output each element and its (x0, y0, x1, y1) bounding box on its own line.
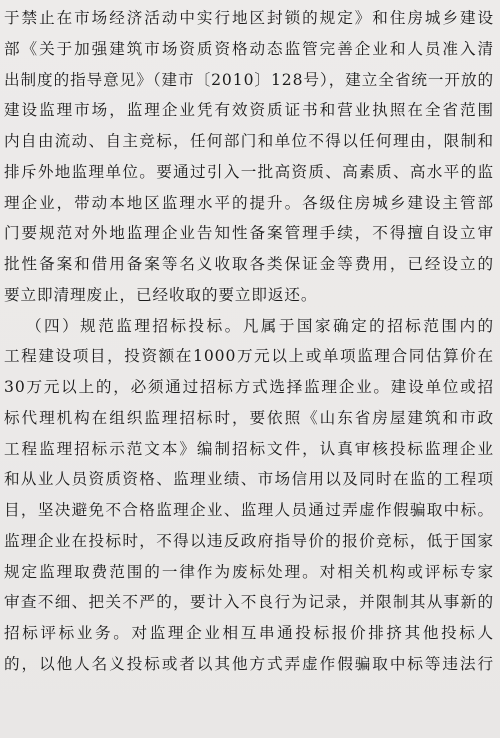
text-line: 门要规范对外地监理企业告知性备案管理手续，不得擅自设立审 (4, 224, 494, 243)
text-line: 于禁止在市场经济活动中实行地区封锁的规定》和住房城乡建设 (4, 9, 494, 27)
text-line: 招标评标业务。对监理企业相互串通投标报价排挤其他投标人 (4, 624, 494, 642)
text-line: 30万元以上的，必须通过招标方式选择监理企业。建设单位或招 (4, 378, 494, 396)
text-line: 部《关于加强建筑市场资质资格动态监管完善企业和人员准入清 (4, 39, 494, 58)
text-line: 规定监理取费范围的一律作为废标处理。对相关机构或评标专家 (4, 562, 494, 581)
text-line: 理企业，带动本地区监理水平的提升。各级住房城乡建设主管部 (4, 193, 494, 212)
text-line: 目，坚决避免不合格监理企业、监理人员通过弄虚作假骗取中标。 (4, 501, 494, 519)
text-line: 内自由流动、自主竞标，任何部门和单位不得以任何理由，限制和 (4, 132, 494, 150)
text-line: 标代理机构在组织监理招标时，要依照《山东省房屋建筑和市政 (4, 408, 494, 427)
text-line: 批性备案和借用备案等名义收取各类保证金等费用，已经设立的 (4, 255, 494, 273)
body-text (4, 3, 494, 680)
text-line: 要立即清理废止，已经收取的要立即返还。 (4, 285, 318, 304)
text-line: 工程建设项目，投资额在1000万元以上或单项监理合同估算价在 (4, 347, 494, 366)
text-line: 排斥外地监理单位。要通过引入一批高资质、高素质、高水平的监 (4, 162, 494, 181)
text-line: 监理企业在投标时，不得以违反政府指导价的报价竞标，低于国家 (4, 531, 494, 550)
text-line: 工程监理招标示范文本》编制招标文件，认真审核投标监理企业 (4, 439, 494, 458)
text-line: 建设监理市场，监理企业凭有效资质证书和营业执照在全省范围 (4, 101, 494, 120)
section-heading-line: （四）规范监理招标投标。凡属于国家确定的招标范围内的 (26, 316, 494, 335)
text-line: 的，以他人名义投标或者以其他方式弄虚作假骗取中标等违法行 (4, 654, 494, 673)
text-line: 审查不细、把关不严的，要计入不良行为记录，并限制其从事新的 (4, 593, 494, 612)
text-line: 和从业人员资质资格、监理业绩、市场信用以及同时在监的工程项 (4, 470, 494, 489)
text-line: 出制度的指导意见》（建市〔2010〕128号），建立全省统一开放的 (4, 70, 494, 89)
